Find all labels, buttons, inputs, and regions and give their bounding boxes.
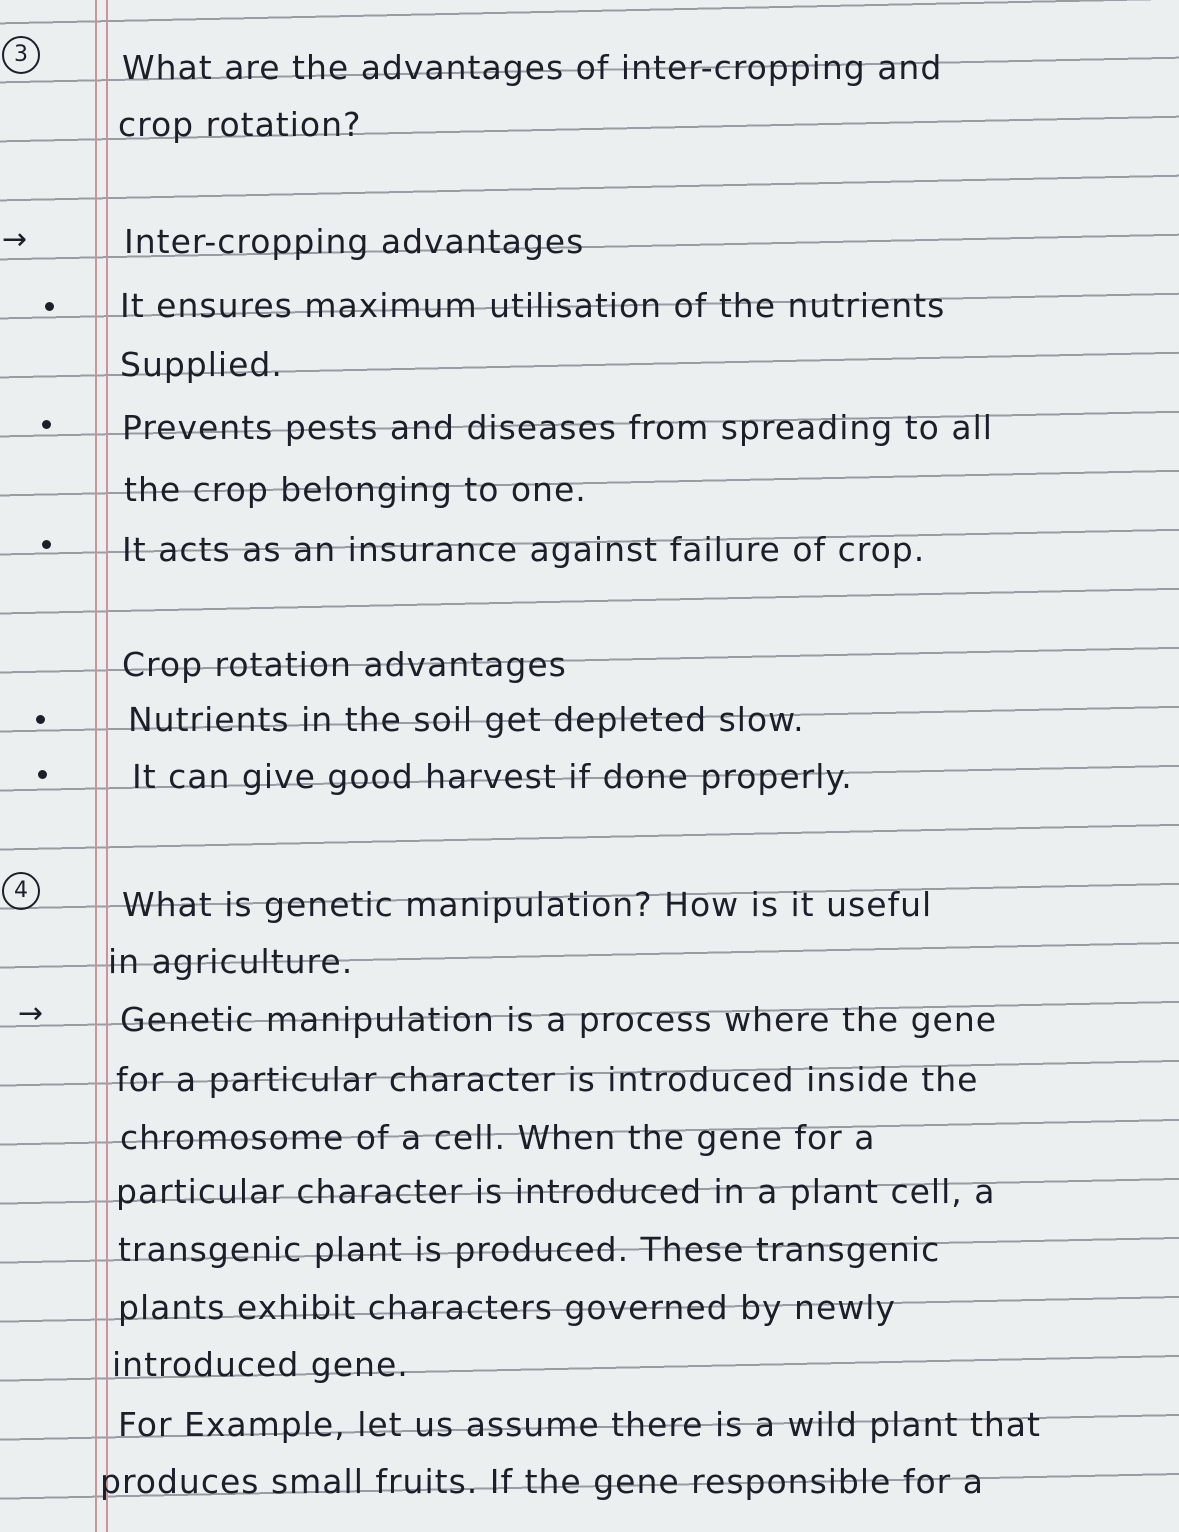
question-4-line-2: in agriculture. (108, 942, 354, 981)
rotation-point-2: It can give good harvest if done properly. (132, 757, 853, 796)
bullet-icon (42, 540, 51, 549)
answer-4-line-3: chromosome of a cell. When the gene for a (120, 1118, 876, 1157)
intercropping-point-1-cont: Supplied. (120, 345, 283, 384)
intercropping-point-1: It ensures maximum utilisation of the nutrients (120, 286, 946, 325)
margin-line (106, 0, 108, 1532)
answer-arrow-icon: → (18, 996, 44, 1031)
answer-4-line-1: Genetic manipulation is a process where the gene (120, 1000, 998, 1039)
answer-4-line-7: introduced gene. (112, 1345, 409, 1384)
answer-arrow-icon: → (2, 222, 28, 257)
question-number-3: 3 (2, 36, 40, 74)
intercropping-heading: Inter-cropping advantages (124, 222, 585, 261)
question-4-line-1: What is genetic manipulation? How is it useful (122, 885, 933, 924)
bullet-icon (36, 715, 45, 724)
question-3-line-1: What are the advantages of inter-cropping and (122, 48, 943, 87)
intercropping-point-2: Prevents pests and diseases from spreading to all (122, 408, 993, 447)
intercropping-point-2-cont: the crop belonging to one. (124, 470, 587, 509)
answer-4-line-9: produces small fruits. If the gene responsible for a (100, 1462, 984, 1501)
intercropping-point-3: It acts as an insurance against failure of crop. (122, 530, 926, 569)
answer-4-line-2: for a particular character is introduced inside the (116, 1060, 979, 1099)
question-number-4: 4 (2, 872, 40, 910)
bullet-icon (38, 770, 47, 779)
answer-4-line-4: particular character is introduced in a plant cell, a (116, 1172, 996, 1211)
answer-4-line-8: For Example, let us assume there is a wild plant that (118, 1405, 1041, 1444)
margin-line (95, 0, 97, 1532)
bullet-icon (45, 302, 54, 311)
rotation-heading: Crop rotation advantages (122, 645, 567, 684)
rotation-point-1: Nutrients in the soil get depleted slow. (128, 700, 805, 739)
answer-4-line-5: transgenic plant is produced. These transgenic (118, 1230, 941, 1269)
answer-4-line-6: plants exhibit characters governed by newly (118, 1288, 896, 1327)
bullet-icon (42, 420, 51, 429)
question-3-line-2: crop rotation? (118, 105, 362, 144)
